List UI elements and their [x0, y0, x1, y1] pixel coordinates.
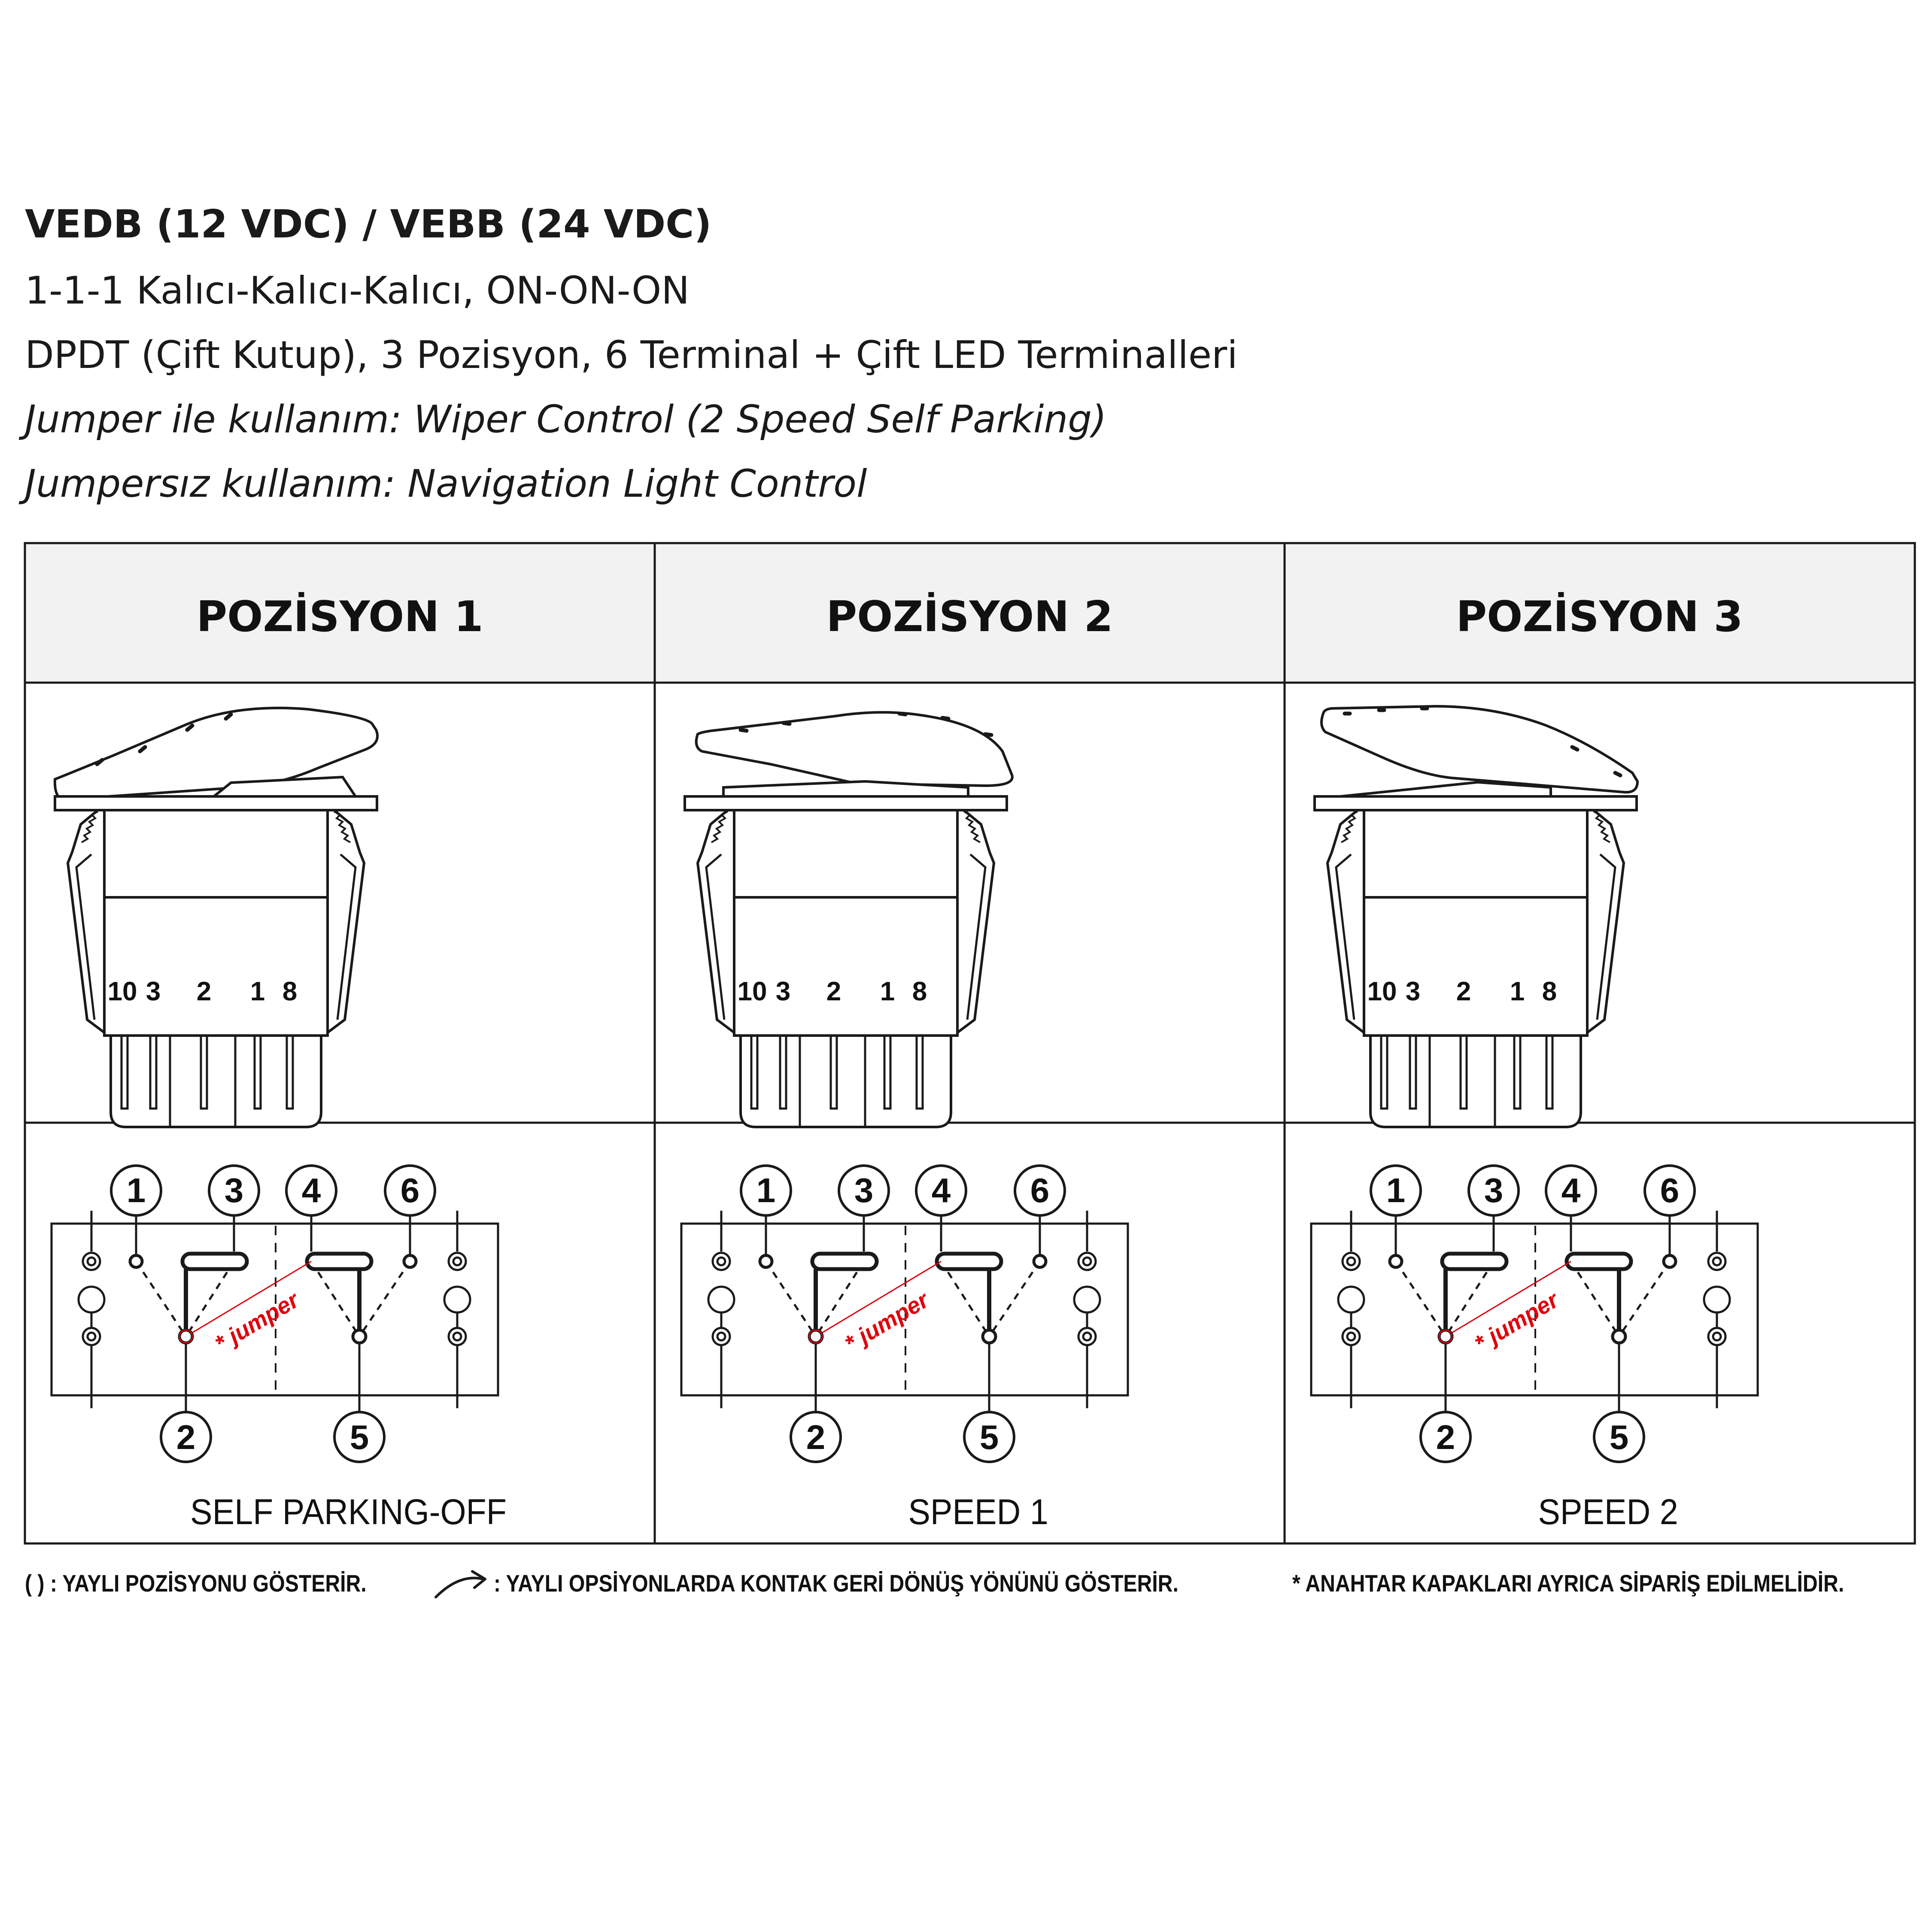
- wiring-schematic: [681, 1166, 1128, 1462]
- switch-drawing: [55, 708, 377, 1127]
- pin-label: 3: [1405, 977, 1421, 1006]
- pin-label: 1: [880, 977, 895, 1006]
- svg-text:2: 2: [176, 1418, 196, 1456]
- terminal-badge-5: [1594, 1412, 1644, 1462]
- switch-body: [1315, 796, 1637, 1127]
- usage-without-jumper: Jumpersız kullanım: Navigation Light Control: [25, 462, 867, 506]
- svg-text:6: 6: [1660, 1171, 1680, 1209]
- switch-drawing: [1315, 706, 1637, 1127]
- svg-text:5: 5: [979, 1418, 999, 1456]
- svg-text:3: 3: [1484, 1171, 1504, 1209]
- pin-label: 3: [775, 977, 791, 1006]
- pin-label: 1: [250, 977, 265, 1006]
- wiring-schematic: [1311, 1166, 1758, 1462]
- pin-label: 1: [1510, 977, 1525, 1006]
- switch-drawing: [685, 712, 1012, 1127]
- terminal-badge-5: [964, 1412, 1014, 1462]
- terminal-badge-2: [1421, 1412, 1470, 1462]
- svg-text:1: 1: [1386, 1171, 1406, 1209]
- switch-body: [55, 796, 377, 1127]
- page-title: VEDB (12 VDC) / VEBB (24 VDC): [25, 202, 712, 247]
- rocker-cap: [55, 708, 377, 799]
- terminal-badge-6: [1645, 1166, 1695, 1215]
- terminal-badge-4: [1546, 1166, 1596, 1215]
- terminal-badge-3: [1469, 1166, 1519, 1215]
- mode-label: SELF PARKING-OFF: [190, 1492, 507, 1532]
- terminal-badge-1: [111, 1166, 161, 1215]
- svg-text:5: 5: [1609, 1418, 1629, 1456]
- footer-note-caps: * ANAHTAR KAPAKLARI AYRICA SİPARİŞ EDİLMELİDİR.: [1292, 1570, 1844, 1597]
- pin-label: 10: [1367, 977, 1397, 1006]
- svg-text:5: 5: [349, 1418, 369, 1456]
- terminal-badge-4: [916, 1166, 966, 1215]
- terminal-badge-6: [1015, 1166, 1065, 1215]
- jumper-label: * jumper: [1470, 1287, 1563, 1357]
- footer-note-spring-position: ( ) : YAYLI POZİSYONU GÖSTERİR.: [25, 1570, 367, 1597]
- position-column-2: [681, 592, 1128, 1532]
- position-title: POZİSYON 2: [826, 592, 1113, 641]
- footer-note-return-direction: : YAYLI OPSİYONLARDA KONTAK GERİ DÖNÜŞ YÖNÜNÜ GÖSTERİR.: [494, 1570, 1179, 1597]
- svg-text:4: 4: [931, 1171, 951, 1209]
- terminal-badge-4: [286, 1166, 336, 1215]
- svg-text:3: 3: [224, 1171, 244, 1209]
- switch-type: 1-1-1 Kalıcı-Kalıcı-Kalıcı, ON-ON-ON: [25, 268, 690, 313]
- jumper-label: * jumper: [210, 1287, 304, 1357]
- mode-label: SPEED 1: [908, 1492, 1048, 1532]
- rocker-cap: [696, 712, 1012, 796]
- svg-text:1: 1: [126, 1171, 146, 1209]
- terminal-badge-3: [839, 1166, 889, 1215]
- pin-label: 3: [146, 977, 161, 1006]
- jumper-label: * jumper: [840, 1287, 933, 1357]
- terminal-badge-1: [741, 1166, 791, 1215]
- rocker-cap: [1321, 706, 1637, 796]
- terminal-badge-2: [161, 1412, 211, 1462]
- terminal-badge-3: [209, 1166, 259, 1215]
- position-title: POZİSYON 1: [196, 592, 483, 641]
- svg-text:6: 6: [1030, 1171, 1050, 1209]
- terminal-badge-6: [385, 1166, 435, 1215]
- pin-label: 8: [282, 977, 298, 1006]
- pin-label: 2: [1456, 977, 1471, 1006]
- usage-with-jumper: Jumper ile kullanım: Wiper Control (2 Speed Self Parking): [25, 397, 1107, 441]
- position-column-1: [52, 592, 507, 1532]
- svg-text:1: 1: [756, 1171, 776, 1209]
- mode-label: SPEED 2: [1538, 1492, 1678, 1532]
- svg-text:2: 2: [1436, 1418, 1455, 1456]
- svg-text:4: 4: [1561, 1171, 1581, 1209]
- pin-label: 2: [196, 977, 212, 1006]
- pin-label: 8: [912, 977, 927, 1006]
- position-title: POZİSYON 3: [1456, 592, 1743, 641]
- terminal-badge-2: [791, 1412, 841, 1462]
- terminal-badge-5: [334, 1412, 384, 1462]
- terminal-badge-1: [1371, 1166, 1421, 1215]
- switch-description: DPDT (Çift Kutup), 3 Pozisyon, 6 Terminal + Çift LED Terminalleri: [25, 333, 1238, 377]
- switch-body: [685, 796, 1007, 1127]
- curved-arrow-icon: [436, 1571, 485, 1597]
- svg-text:3: 3: [854, 1171, 874, 1209]
- pin-label: 2: [826, 977, 841, 1006]
- pin-label: 10: [737, 977, 767, 1006]
- pin-label: 10: [107, 977, 137, 1006]
- position-column-3: [1311, 592, 1758, 1532]
- wiring-schematic: [52, 1166, 498, 1462]
- svg-text:2: 2: [806, 1418, 826, 1456]
- svg-text:6: 6: [400, 1171, 420, 1209]
- pin-label: 8: [1542, 977, 1557, 1006]
- svg-text:4: 4: [301, 1171, 321, 1209]
